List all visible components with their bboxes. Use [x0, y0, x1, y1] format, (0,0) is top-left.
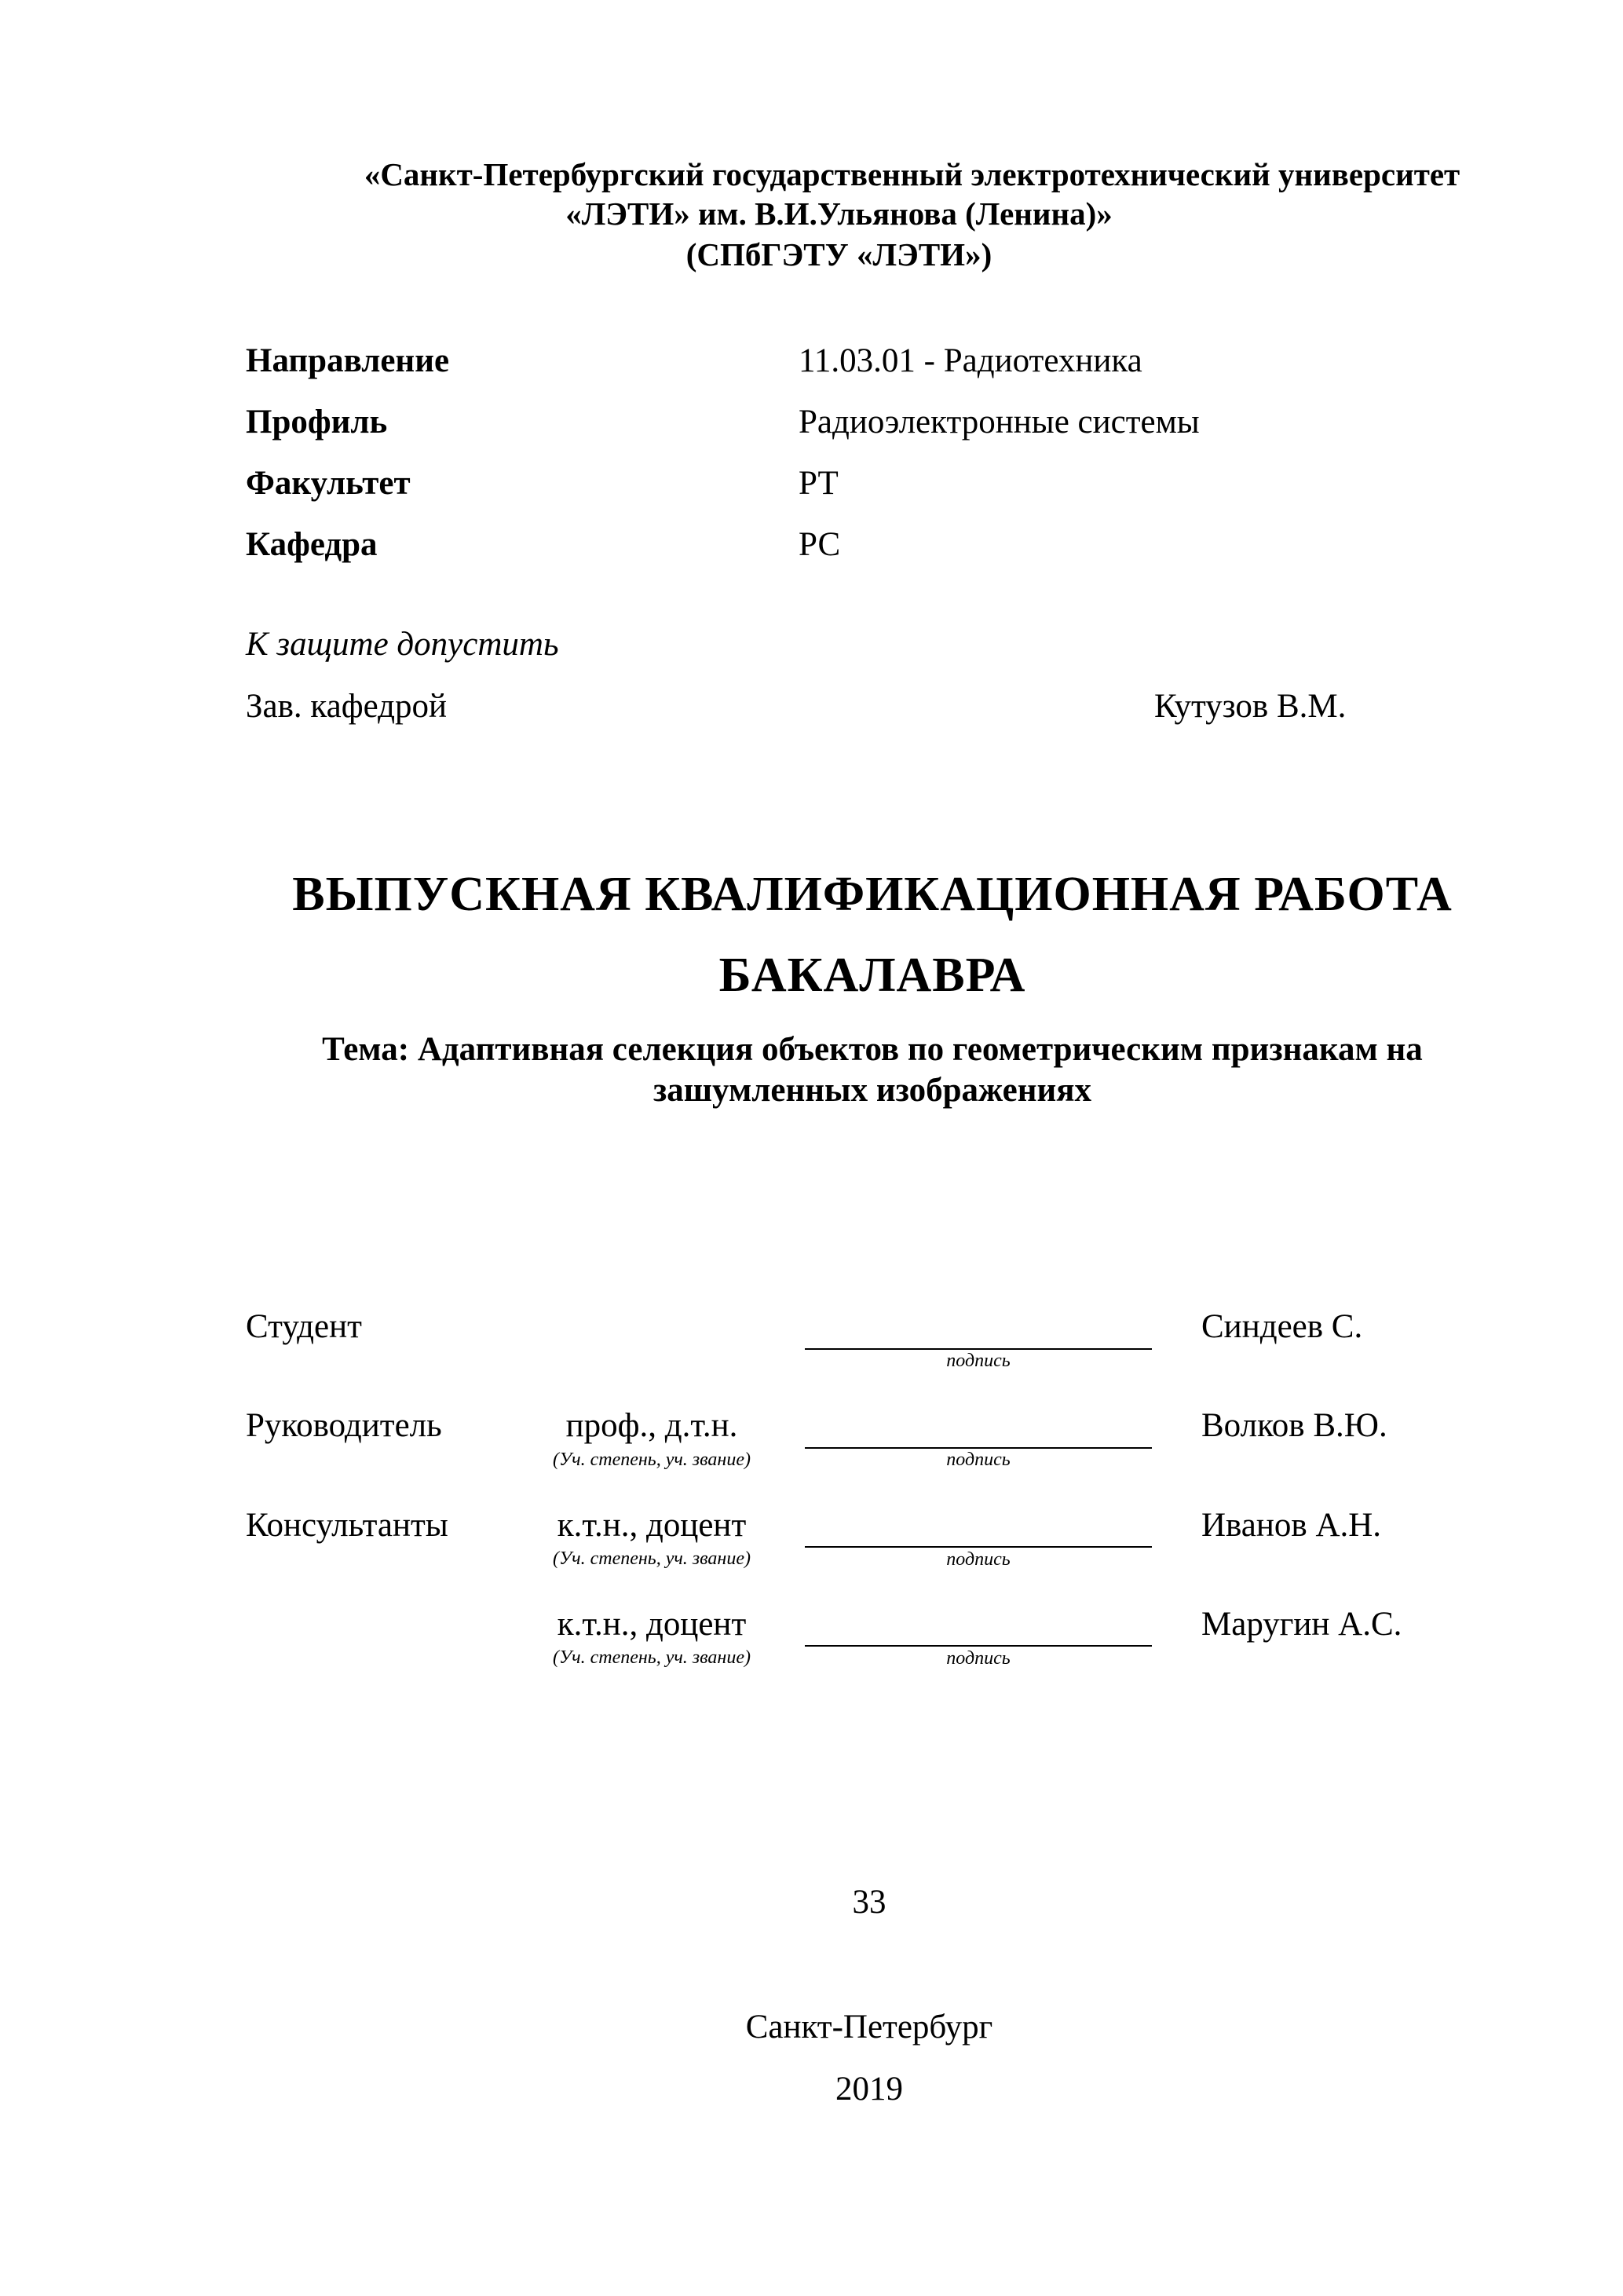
info-value-department: РС [799, 526, 841, 563]
info-label-direction: Направление [246, 342, 450, 379]
supervisor-signature-line [805, 1447, 1152, 1449]
consultant2-degree-caption: (Уч. степень, уч. звание) [553, 1647, 751, 1668]
university-name-line2: «ЛЭТИ» им. В.И.Ульянова (Ленина)» [565, 196, 1113, 232]
info-value-direction: 11.03.01 - Радиотехника [799, 342, 1142, 379]
work-title-line1: ВЫПУСКНАЯ КВАЛИФИКАЦИОННАЯ РАБОТА [292, 868, 1453, 921]
topic-line2: зашумленных изображениях [652, 1072, 1092, 1109]
consultants-label: Консультанты [246, 1507, 448, 1544]
head-of-department-name: Кутузов В.М. [1154, 688, 1347, 725]
page-number: 33 [852, 1884, 886, 1921]
supervisor-label: Руководитель [246, 1407, 442, 1444]
consultant2-signature-line [805, 1645, 1152, 1647]
work-title-line2: БАКАЛАВРА [718, 949, 1026, 1002]
supervisor-signature-caption: подпись [946, 1450, 1011, 1470]
info-value-faculty: РТ [799, 465, 839, 502]
university-abbr: (СПбГЭТУ «ЛЭТИ») [685, 236, 992, 272]
supervisor-name: Волков В.Ю. [1201, 1407, 1387, 1444]
consultant2-signature-caption: подпись [946, 1648, 1011, 1669]
consultant1-signature-caption: подпись [946, 1549, 1011, 1570]
admit-to-defense: К защите допустить [246, 626, 559, 663]
student-signature-caption: подпись [946, 1351, 1011, 1371]
info-label-faculty: Факультет [246, 465, 411, 502]
student-label: Студент [246, 1308, 362, 1345]
info-value-profile: Радиоэлектронные системы [799, 404, 1200, 441]
footer-year: 2019 [835, 2071, 903, 2108]
supervisor-degree: проф., д.т.н. [565, 1407, 738, 1444]
consultant1-signature-line [805, 1546, 1152, 1548]
consultant2-name: Маругин А.С. [1201, 1606, 1402, 1643]
footer-city: Санкт-Петербург [745, 2009, 993, 2046]
university-name-line1: «Санкт-Петербургский государственный электротехнический университет [364, 156, 1460, 192]
consultant1-name: Иванов А.Н. [1201, 1507, 1382, 1544]
consultant1-degree: к.т.н., доцент [557, 1507, 747, 1544]
info-label-profile: Профиль [246, 404, 388, 441]
topic-line1: Тема: Адаптивная селекция объектов по геометрическим признакам на [322, 1031, 1423, 1068]
consultant1-degree-caption: (Уч. степень, уч. звание) [553, 1548, 751, 1569]
info-label-department: Кафедра [246, 526, 378, 563]
student-signature-line [805, 1348, 1152, 1350]
head-of-department-label: Зав. кафедрой [246, 688, 448, 725]
student-name: Синдеев С. [1201, 1308, 1363, 1345]
supervisor-degree-caption: (Уч. степень, уч. звание) [553, 1450, 751, 1470]
consultant2-degree: к.т.н., доцент [557, 1606, 747, 1643]
